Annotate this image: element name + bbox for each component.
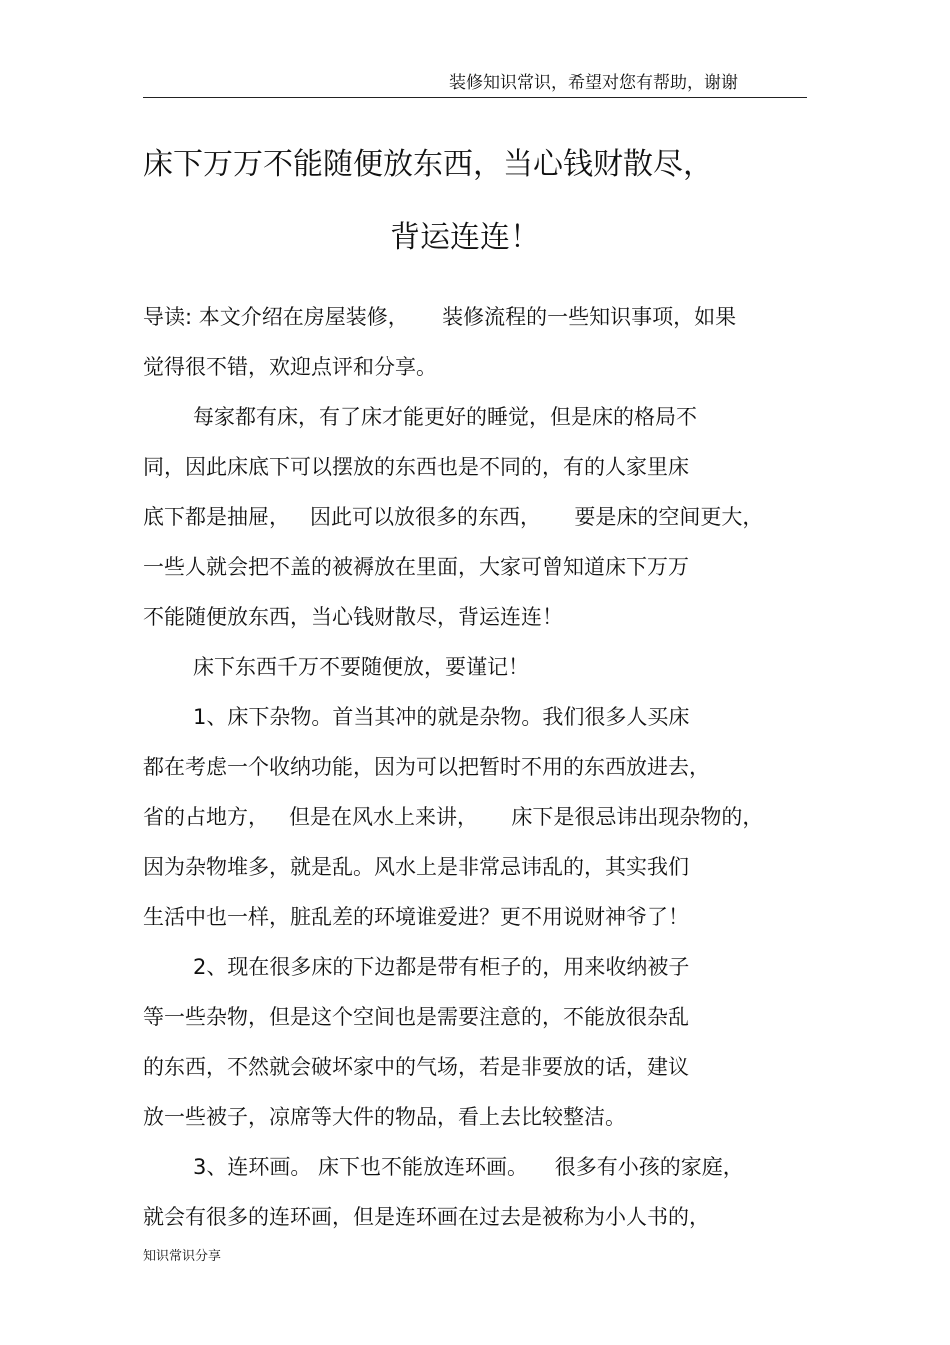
page-header-text: 装修知识常识，希望对您有帮助，谢谢 — [449, 73, 738, 93]
body-line: 生活中也一样，脏乱差的环境谁爱进？更不用说财神爷了！ — [143, 905, 689, 929]
body-line: 不能随便放东西，当心钱财散尽，背运连连！ — [143, 605, 563, 629]
body-line: 床下东西千万不要随便放，要谨记！ — [193, 655, 529, 679]
body-line: 3、连环画。 床下也不能放连环画。 很多有小孩的家庭， — [193, 1155, 744, 1179]
body-line: 一些人就会把不盖的被褥放在里面，大家可曾知道床下万万 — [143, 555, 689, 579]
document-title-line-2: 背运连连！ — [390, 220, 540, 255]
body-line: 等一些杂物，但是这个空间也是需要注意的，不能放很杂乱 — [143, 1005, 689, 1029]
page-footer-text: 知识常识分享 — [143, 1249, 222, 1264]
body-line: 每家都有床，有了床才能更好的睡觉，但是床的格局不 — [193, 405, 697, 429]
body-line: 放一些被子，凉席等大件的物品，看上去比较整洁。 — [143, 1105, 626, 1129]
body-line: 觉得很不错，欢迎点评和分享。 — [143, 355, 437, 379]
body-line: 2、现在很多床的下边都是带有柜子的，用来收纳被子 — [193, 955, 690, 979]
document-title-line-1: 床下万万不能随便放东西，当心钱财散尽， — [143, 147, 713, 182]
body-line: 都在考虑一个收纳功能，因为可以把暂时不用的东西放进去， — [143, 755, 710, 779]
body-line: 的东西，不然就会破坏家中的气场，若是非要放的话，建议 — [143, 1055, 689, 1079]
body-line: 同，因此床底下可以摆放的东西也是不同的，有的人家里床 — [143, 455, 689, 479]
body-line: 导读: 本文介绍在房屋装修， 装修流程的一些知识事项，如果 — [143, 305, 737, 329]
header-divider — [143, 97, 807, 98]
body-line: 底下都是抽屉， 因此可以放很多的东西， 要是床的空间更大， — [143, 505, 764, 529]
body-line: 就会有很多的连环画，但是连环画在过去是被称为小人书的， — [143, 1205, 710, 1229]
body-line: 因为杂物堆多，就是乱。风水上是非常忌讳乱的，其实我们 — [143, 855, 689, 879]
body-line: 省的占地方， 但是在风水上来讲， 床下是很忌讳出现杂物的， — [143, 805, 764, 829]
body-line: 1、床下杂物。首当其冲的就是杂物。我们很多人买床 — [193, 705, 690, 729]
